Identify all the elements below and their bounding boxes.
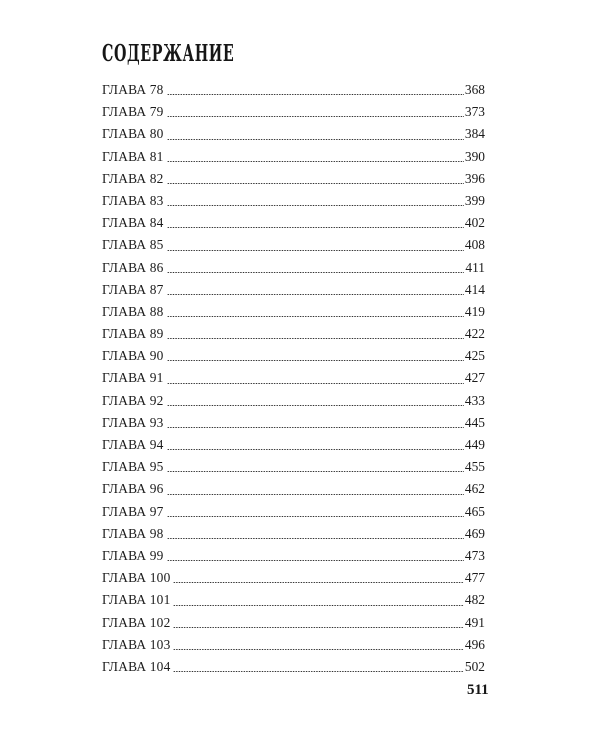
dot-leader <box>167 360 464 361</box>
dot-leader <box>167 316 464 317</box>
toc-entry-label: ГЛАВА 93 <box>102 414 164 430</box>
dot-leader <box>167 383 464 384</box>
toc-entry-label: ГЛАВА 87 <box>102 281 164 297</box>
toc-entry-page: 465 <box>464 503 485 519</box>
toc-entry <box>102 301 485 323</box>
toc-entry-label: ГЛАВА 80 <box>102 126 164 142</box>
dot-leader <box>173 649 463 650</box>
dot-leader <box>167 449 464 450</box>
toc-entry <box>102 367 485 389</box>
toc-entry-label: ГЛАВА 102 <box>102 614 171 630</box>
toc-entry-label: ГЛАВА 84 <box>102 215 164 231</box>
toc-entry-label: ГЛАВА 90 <box>102 348 164 364</box>
toc-entry-label: ГЛАВА 78 <box>102 82 164 97</box>
dot-leader <box>167 94 464 95</box>
toc-entry <box>102 501 485 523</box>
dot-leader <box>167 272 465 273</box>
toc-entry <box>102 456 485 478</box>
toc-entry-label: ГЛАВА 92 <box>102 392 164 408</box>
table-of-contents <box>102 79 485 678</box>
toc-entry-label: ГЛАВА 104 <box>102 658 171 674</box>
toc-entry <box>102 279 485 301</box>
toc-entry-page: 445 <box>464 414 485 430</box>
toc-entry-page: 414 <box>464 281 485 297</box>
toc-entry-page: 496 <box>464 636 485 652</box>
toc-entry-label: ГЛАВА 79 <box>102 104 164 120</box>
toc-entry-page: 433 <box>464 392 485 408</box>
toc-entry <box>102 434 485 456</box>
dot-leader <box>167 494 464 495</box>
toc-entry <box>102 523 485 545</box>
toc-entry-page: 477 <box>464 570 485 586</box>
dot-leader <box>167 538 464 539</box>
toc-entry <box>102 168 485 190</box>
toc-entry-label: ГЛАВА 89 <box>102 326 164 342</box>
toc-entry-page: 427 <box>464 370 485 386</box>
toc-entry-page: 399 <box>464 192 485 208</box>
toc-entry-page: 455 <box>464 459 485 475</box>
toc-entry <box>102 634 485 656</box>
toc-entry-label: ГЛАВА 95 <box>102 459 164 475</box>
toc-entry-label: ГЛАВА 88 <box>102 303 164 319</box>
dot-leader <box>167 294 464 295</box>
dot-leader <box>167 471 464 472</box>
toc-entry-label: ГЛАВА 82 <box>102 170 164 186</box>
toc-entry <box>102 589 485 611</box>
page-number: 511 <box>467 682 489 698</box>
toc-entry <box>102 545 485 567</box>
toc-entry-page: 390 <box>464 148 485 164</box>
toc-entry-page: 373 <box>464 104 485 120</box>
toc-entry-page: 491 <box>464 614 485 630</box>
dot-leader <box>167 183 464 184</box>
toc-entry-page: 411 <box>465 259 485 275</box>
toc-entry <box>102 257 485 279</box>
dot-leader <box>167 250 464 251</box>
dot-leader <box>167 338 464 339</box>
dot-leader <box>173 605 463 606</box>
dot-leader <box>167 227 464 228</box>
dot-leader <box>167 116 464 117</box>
toc-entry-page: 422 <box>464 326 485 342</box>
toc-entry-page: 449 <box>464 437 485 452</box>
toc-entry <box>102 146 485 168</box>
toc-entry-label: ГЛАВА 81 <box>102 148 164 164</box>
toc-entry <box>102 212 485 234</box>
toc-entry-page: 402 <box>464 215 485 231</box>
toc-entry <box>102 123 485 145</box>
toc-entry-page: 368 <box>464 82 485 97</box>
toc-entry-page: 502 <box>464 658 485 674</box>
dot-leader <box>167 427 464 428</box>
toc-entry <box>102 567 485 589</box>
toc-entry <box>102 345 485 367</box>
toc-entry-label: ГЛАВА 86 <box>102 259 164 275</box>
toc-entry-page: 408 <box>464 237 485 253</box>
dot-leader <box>173 627 463 628</box>
toc-entry-page: 419 <box>464 303 485 319</box>
dot-leader <box>167 205 464 206</box>
toc-entry <box>102 390 485 412</box>
toc-entry-label: ГЛАВА 96 <box>102 481 164 497</box>
dot-leader <box>167 139 464 140</box>
toc-entry-page: 396 <box>464 170 485 186</box>
dot-leader <box>173 582 463 583</box>
toc-entry <box>102 656 485 678</box>
toc-entry-label: ГЛАВА 98 <box>102 525 164 541</box>
toc-entry-page: 482 <box>464 592 485 608</box>
toc-entry-label: ГЛАВА 97 <box>102 503 164 519</box>
dot-leader <box>167 516 464 517</box>
toc-entry-page: 425 <box>464 348 485 364</box>
toc-entry-page: 469 <box>464 525 485 541</box>
toc-entry <box>102 612 485 634</box>
page-title: СОДЕРЖАНИЕ <box>102 40 235 67</box>
toc-entry <box>102 101 485 123</box>
toc-entry-label: ГЛАВА 103 <box>102 636 171 652</box>
toc-entry-label: ГЛАВА 100 <box>102 570 171 586</box>
dot-leader <box>167 405 464 406</box>
toc-entry-label: ГЛАВА 83 <box>102 192 164 208</box>
toc-entry <box>102 323 485 345</box>
toc-entry-label: ГЛАВА 101 <box>102 592 171 608</box>
toc-entry <box>102 478 485 500</box>
toc-entry-page: 384 <box>464 126 485 142</box>
toc-entry <box>102 412 485 434</box>
toc-entry-page: 462 <box>464 481 485 497</box>
dot-leader <box>167 560 464 561</box>
toc-entry-label: ГЛАВА 91 <box>102 370 164 386</box>
dot-leader <box>173 671 463 672</box>
toc-entry <box>102 190 485 212</box>
toc-entry <box>102 234 485 256</box>
toc-entry-label: ГЛАВА 99 <box>102 547 164 563</box>
dot-leader <box>167 161 464 162</box>
toc-entry-label: ГЛАВА 85 <box>102 237 164 253</box>
toc-entry-page: 473 <box>464 547 485 563</box>
toc-entry <box>102 79 485 101</box>
toc-entry-label: ГЛАВА 94 <box>102 437 164 452</box>
